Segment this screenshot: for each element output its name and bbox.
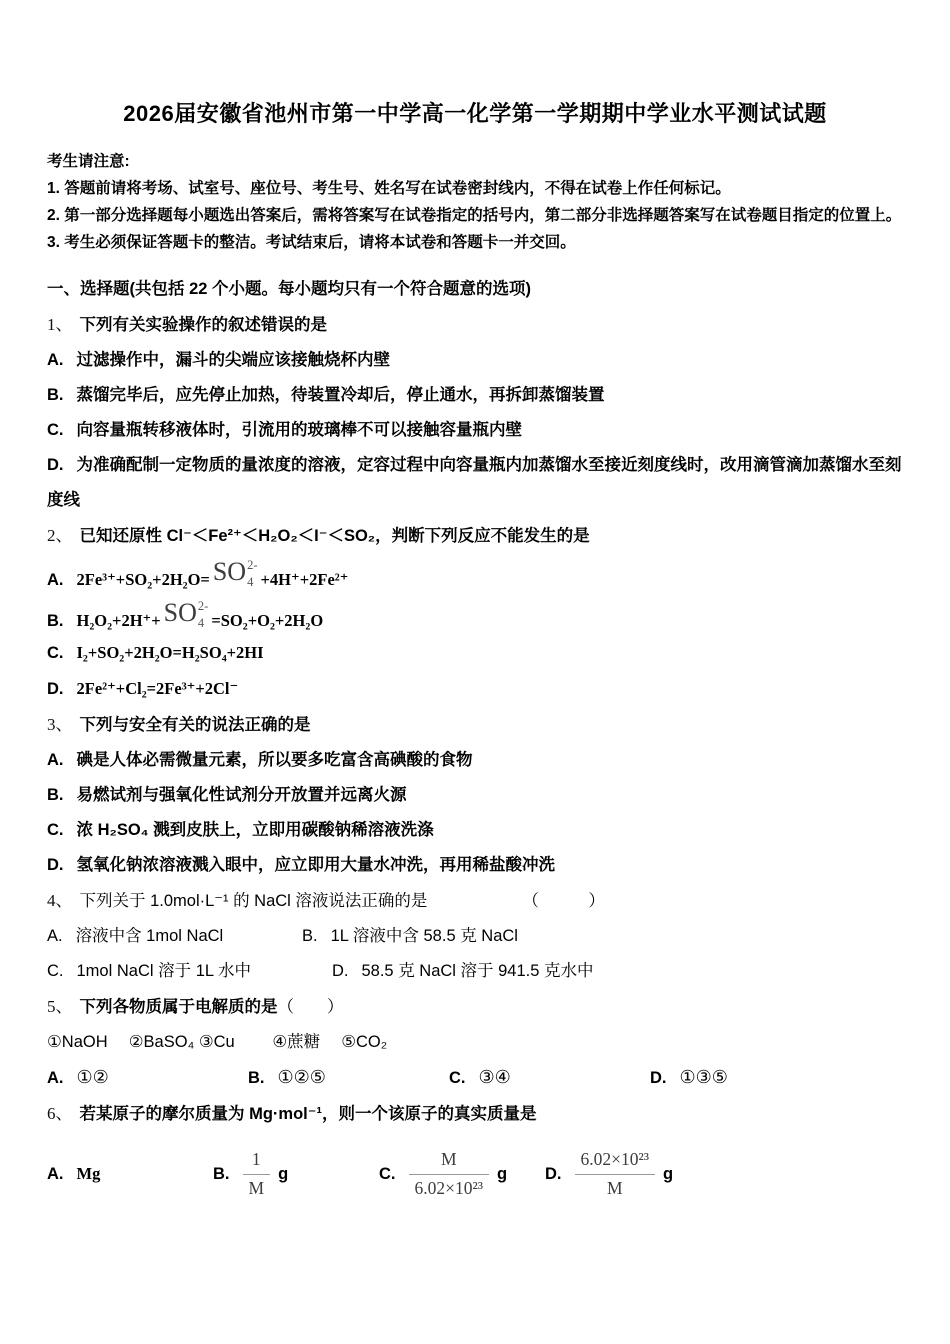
q5-option-a: A. ①②	[47, 1067, 109, 1087]
notice-block	[47, 148, 903, 256]
question-6-stem: 6、 若某原子的摩尔质量为 Mg·mol⁻¹，则一个该原子的真实质量是	[47, 1104, 537, 1123]
q3-option-a: A. 碘是人体必需微量元素，所以要多吃富含高碘酸的食物	[47, 751, 473, 769]
q2-option-c: C. I₂+SO₂+2H₂O=H₂SO₄+2HI	[47, 643, 264, 662]
notice-item: 3. 考生必须保证答题卡的整洁。考试结束后，请将本试卷和答题卡一并交回。	[47, 234, 576, 251]
q1-option-c: C. 向容量瓶转移液体时，引流用的玻璃棒不可以接触容量瓶内壁	[47, 421, 522, 439]
question-number: 1、	[47, 315, 73, 334]
question-3-stem: 3、 下列与安全有关的说法正确的是	[47, 715, 311, 734]
question-number: 5、	[47, 997, 73, 1016]
notice-heading: 考生请注意:	[47, 153, 130, 170]
notice-item: 1. 答题前请将考场、试室号、座位号、考生号、姓名写在试卷密封线内，不得在试卷上作任何标记。	[47, 180, 731, 197]
fraction-equation-image: $\frac{\text{6.02×10²³}}{M}$	[575, 1149, 656, 1200]
q3-option-c: C. 浓 H₂SO₄ 溅到皮肤上，立即用碳酸钠稀溶液洗涤	[47, 821, 434, 839]
q5-options-row	[47, 1060, 903, 1096]
fraction-equation-image: $\frac{1}{M}$	[243, 1149, 271, 1200]
question-3	[47, 707, 903, 883]
q2-option-d: D. 2Fe²⁺+Cl₂=2Fe³⁺+2Cl⁻	[47, 679, 239, 698]
q3-option-d: D. 氢氧化钠浓溶液溅入眼中，应立即用大量水冲洗，再用稀盐酸冲洗	[47, 856, 555, 874]
q1-option-d: D. 为准确配制一定物质的量浓度的溶液，定容过程中向容量瓶内加蒸馏水至接近刻度线时，改用滴管滴加蒸馏水至刻度线	[47, 456, 902, 509]
q6-option-b: B. $\frac{1}{M}$ g	[213, 1148, 289, 1198]
q1-option-a: A. 过滤操作中，漏斗的尖端应该接触烧杯内壁	[47, 351, 390, 369]
q1-option-b: B. 蒸馏完毕后，应先停止加热，待装置冷却后，停止通水，再拆卸蒸馏装置	[47, 386, 605, 404]
question-1-stem: 1、 下列有关实验操作的叙述错误的是	[47, 315, 327, 334]
question-2	[47, 518, 903, 707]
q6-option-d: D. $\frac{\text{6.02×10²³}}{M}$ g	[545, 1148, 674, 1198]
answer-bracket: （ ）	[522, 892, 605, 910]
q2-option-b: B. H₂O₂+2H⁺+ SO 2- 4 =SO₂+O₂+2H₂O	[47, 597, 324, 630]
q3-option-b: B. 易燃试剂与强氧化性试剂分开放置并远离火源	[47, 786, 407, 804]
q6-option-a: A. Mg	[47, 1163, 101, 1183]
question-number: 3、	[47, 715, 73, 734]
question-5	[47, 989, 903, 1096]
sulfate-ion-equation-image: SO 2- 4	[163, 597, 209, 630]
fraction-equation-image: $\frac{M}{\text{6.02×10²³}}$	[409, 1149, 490, 1200]
q5-option-b: B. ①②⑤	[248, 1067, 326, 1087]
q4-options-row-1: A. 溶液中含 1mol NaCl B. 1L 溶液中含 58.5 克 NaCl	[47, 927, 518, 945]
question-2-stem: 2、 已知还原性 Cl⁻＜Fe²⁺＜H₂O₂＜I⁻＜SO₂，判断下列反应不能发生的是	[47, 526, 590, 545]
question-1	[47, 307, 903, 518]
q2-option-a: A. 2Fe³⁺+SO₂+2H₂O= SO 2- 4 +4H⁺+2Fe²⁺	[47, 557, 349, 589]
question-6	[47, 1096, 903, 1204]
q5-option-d: D. ①③⑤	[650, 1067, 728, 1087]
q6-option-c: C. $\frac{M}{\text{6.02×10²³}}$ g	[379, 1148, 508, 1198]
section-header: 一、选择题(共包括 22 个小题。每小题均只有一个符合题意的选项)	[47, 280, 532, 298]
question-5-stem: 5、 下列各物质属于电解质的是（ ）	[47, 997, 344, 1016]
q5-substance-list: ①NaOH ②BaSO₄ ③Cu ④蔗糖 ⑤CO₂	[47, 1033, 388, 1051]
question-4-stem: 4、 下列关于 1.0mol·L⁻¹ 的 NaCl 溶液说法正确的是 （ ）	[47, 891, 605, 910]
sulfate-ion-equation-image: SO 2- 4	[212, 557, 258, 589]
q4-options-row-2: C. 1mol NaCl 溶于 1L 水中 D. 58.5 克 NaCl 溶于 941.5 克水中	[47, 962, 594, 980]
question-number: 6、	[47, 1104, 73, 1123]
q6-options-row	[47, 1144, 903, 1204]
answer-bracket: （ ）	[277, 998, 344, 1016]
page-title: 2026届安徽省池州市第一中学高一化学第一学期期中学业水平测试试题	[123, 101, 827, 126]
q5-option-c: C. ③④	[449, 1067, 511, 1087]
question-number: 2、	[47, 526, 73, 545]
question-4	[47, 883, 903, 989]
question-number: 4、	[47, 891, 73, 910]
notice-item: 2. 第一部分选择题每小题选出答案后，需将答案写在试卷指定的括号内，第二部分非选择题答案写在试卷题目指定的位置上。	[47, 207, 902, 224]
